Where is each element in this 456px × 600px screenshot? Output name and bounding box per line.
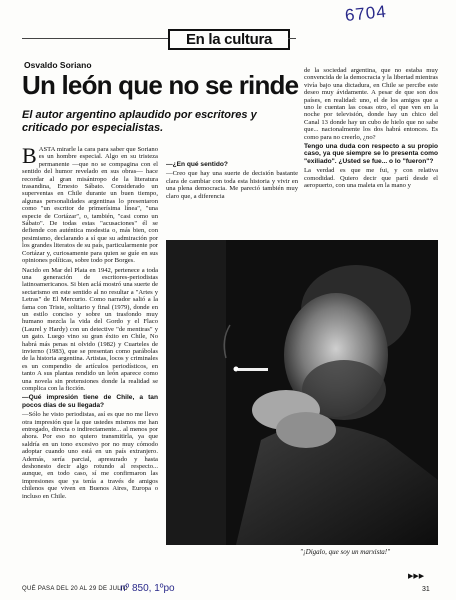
article-column-1	[22, 143, 158, 502]
interview-question: —¿En qué sentido?	[166, 161, 228, 168]
footer-publication: QUÉ PASA DEL 20 AL 29 DE JULIO	[22, 586, 128, 592]
interview-question: —Qué impresión tiene de Chile, a tan pocos días de su llegada?	[22, 394, 158, 409]
paragraph: Nacido en Mar del Plata en 1942, pertenece a toda una generación de escritores-periodistas latinoamericanos. Si bien aclá mostró una suerte de sectarismo en este sentido al no resultar a "Artes y Letras" de El Mercurio. Como narrador salió a la fama con Triste, solitario y final (1979), donde en un estilo conciso y sobre un trasfondo muy humano mezcla la vida del Gordo y el Flaco (Laurel y Hardy) con un detective "de mentiras" y un gato. Luego vino su gran éxito en Chile, No habrá más penas ni olvido (1982) y Cuarteles de invierno (1983), que se presentan como parábolas de la historia argentina. Artistas, locos y criminales es un compendio de artículos periodísticos, en tanto A sus plantas rendido un león aparece como una novela sin pretensiones donde la realidad se complica con la ficción.	[22, 266, 158, 392]
paragraph: La verdad es que me fui, y con relativa comodidad. Quiero decir que partí desde el aeropuerto, con una maleta en la mano y	[304, 167, 438, 190]
author-portrait-photo	[166, 240, 438, 545]
paragraph: —Creo que hay una suerte de decisión bastante clara de cambiar con toda esta historia y vivir en una plena democracia. Me pareció también muy claro que, a diferencia	[166, 170, 298, 200]
paragraph: de la sociedad argentina, que no estaba muy convencida de la democracia y la libertad mientras vivía bajo una dictadura, en Chile se percibe este deseo muy ávidamente. A pesar de que son dos países, en realidad: uno, el de los amigos que a uno le cuentan las cosas otro, el que ven en la noche por televisión, donde hay un chico del Canal 13 donde hay un cubo de hielo que no sabe que... nacionalmente los dos habrá entonces. Es como para no creerlo, ¿no?	[304, 67, 438, 141]
page-number: 31	[422, 586, 430, 593]
section-rule-right	[288, 38, 296, 39]
paragraph	[22, 143, 158, 265]
continue-arrows: ▶▶▶	[408, 572, 425, 580]
paragraph-text: ASTA mirarle la cara para saber que Soriano es un hombre especial. Algo en su tristeza permanente —que no se compagina con el sentido del humor revelado en sus obras— hace recordar al gran misántropo de la literatura trasandina, Ernesto Sábato. Considerado un superventas en Chile durante un buen tiempo, algunas personalidades argentinas lo presentaron como "un escritor de primerísima línea", "una especie de Cortázar", o, también, "casi como un Sábato". De todas estas "acusaciones" él se defiende con auténtica modestia o, más bien, con pesimismo, declarando a sí que su admiración por los grandes literatos de su país, particularmente por Cortázar y, curiosamente para quien se guíe en sus opiniones políticas, sobre todo por Borges.	[22, 146, 158, 265]
headline: Un león que no se rinde	[22, 70, 299, 100]
deck-subtitle: El autor argentino aplaudido por escritores y criticado por especialistas.	[22, 109, 257, 134]
paragraph: —Sólo he visto periodistas, así es que no me llevo otra impresión que la que ustedes mismos me han entregado, directa o indirectamente... al menos por ahora. Por eso no quiero transmitirla, ya que saldría en un tono excesivo por no muy cómodo adoptar cuando uno está en un país extranjero. Además, sería parcial, apresurado y hasta deshonesto decir algo rotundo al respecto... aunque, en todo caso, sí me confirmaron las impresiones que ya tenía a través de amigos chilenos que viven en Buenos Aires, Europa o incluso en Chile.	[22, 411, 158, 500]
photo-caption: "¡Digalo, que soy un marxista!"	[300, 548, 391, 556]
article-column-3	[304, 67, 438, 192]
section-label-box	[168, 29, 290, 50]
article-column-2	[166, 161, 298, 202]
section-rule-left	[22, 38, 168, 39]
portrait-illustration	[166, 240, 438, 545]
handwritten-archive-number: 6704	[344, 1, 388, 26]
drop-cap: B	[22, 143, 37, 168]
interview-question: Tengo una duda con respecto a su propio caso, ya que siempre se lo presenta como "exiliado". ¿Usted se fue... o lo "fueron"?	[304, 143, 438, 165]
section-label: En la cultura	[185, 31, 273, 48]
byline: Osvaldo Soriano	[24, 60, 92, 70]
handwritten-issue-note: nº 850, 1ºpo	[120, 583, 175, 594]
